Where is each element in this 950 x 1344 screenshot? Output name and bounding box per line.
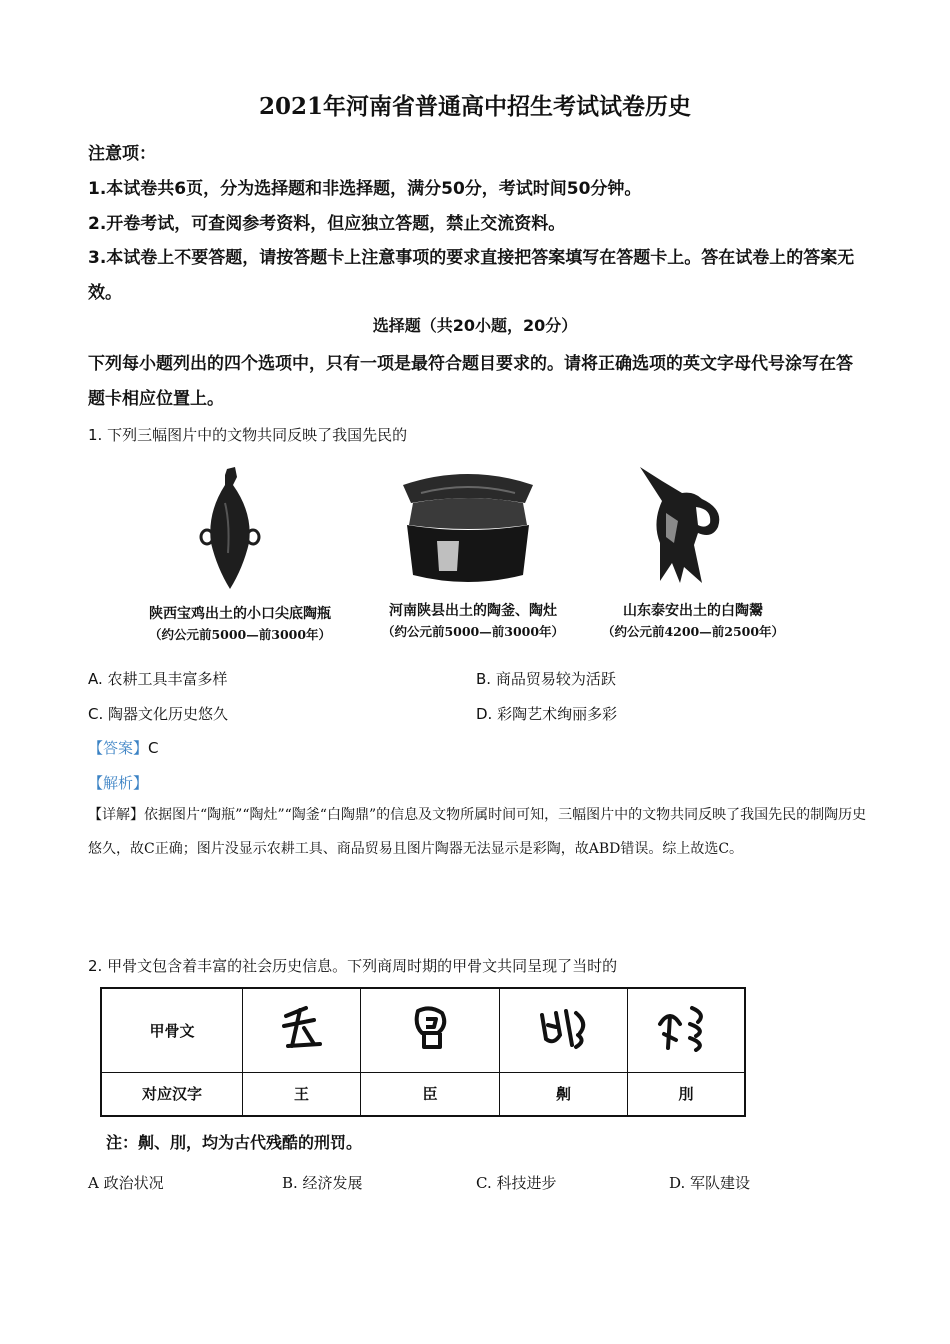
oracle-yi-icon: [536, 1005, 592, 1051]
q2-table-note: 注：劓、刖，均为古代残酷的刑罚。: [106, 1133, 363, 1152]
question-2-stem: 2. 甲骨文包含着丰富的社会历史信息。下列商周时期的甲骨文共同呈现了当时的: [88, 957, 618, 975]
figure-2-caption: [358, 600, 588, 640]
q2-option-d[interactable]: D. 军队建设: [669, 1174, 751, 1192]
hanzi-yi: 劓: [500, 1072, 628, 1116]
question-1-stem: 1. 下列三幅图片中的文物共同反映了我国先民的: [88, 426, 408, 444]
page-title: 2021年河南省普通高中招生考试试卷历史: [258, 93, 691, 120]
hanzi-yue: 刖: [628, 1072, 746, 1116]
figure-2-date: （约公元前5000—前3000年）: [381, 624, 565, 639]
figure-3-date: （约公元前4200—前2500年）: [601, 624, 785, 639]
notice-heading: 注意项：: [88, 144, 156, 164]
figure-1-date: （约公元前5000—前3000年）: [148, 627, 332, 642]
figure-3-caption: [588, 600, 798, 640]
hanzi-wang: 王: [243, 1072, 361, 1116]
section-heading: 选择题（共20小题，20分）: [372, 316, 578, 335]
q2-option-a[interactable]: A 政治状况: [88, 1174, 164, 1192]
q1-answer: [88, 737, 159, 758]
oracle-glyph-chen: [361, 988, 500, 1072]
q1-option-d[interactable]: D. 彩陶艺术绚丽多彩: [476, 705, 618, 723]
q1-option-c[interactable]: C. 陶器文化历史悠久: [88, 705, 229, 723]
q2-option-c[interactable]: C. 科技进步: [476, 1174, 557, 1192]
figure-3-title: 山东泰安出土的白陶鬶: [623, 603, 763, 619]
answer-value: C: [148, 739, 159, 757]
hanzi-chen: 臣: [361, 1072, 500, 1116]
q1-option-a[interactable]: A. 农耕工具丰富多样: [88, 670, 228, 688]
oracle-bone-table: [100, 987, 746, 1117]
notice-item-3: 3.本试卷上不要答题，请按答题卡上注意事项的要求直接把答案填写在答题卡上。答在试卷上的答案无效。: [88, 248, 855, 303]
analysis-label: 【解析】: [88, 774, 149, 792]
oracle-wang-icon: [280, 1004, 324, 1052]
q1-option-b[interactable]: B. 商品贸易较为活跃: [476, 670, 616, 688]
section-instruction: 下列每小题列出的四个选项中，只有一项是最符合题目要求的。请将正确选项的英文字母代号涂写在答题卡相应位置上。: [88, 354, 853, 409]
figure-1-title: 陕西宝鸡出土的小口尖底陶瓶: [149, 606, 331, 622]
q1-detail: 【详解】依据图片“陶瓶”“陶灶”“陶釜“白陶鼎”的信息及文物所属时间可知，三幅图片中的文物共同反映了我国先民的制陶历史悠久，故C正确；图片没显示农耕工具、商品贸易且图片陶器无法显示是彩陶，故ABD错误。综上故选C。: [88, 807, 867, 857]
oracle-chen-icon: [408, 1003, 452, 1053]
white-pottery-gui-image: [632, 463, 727, 588]
notice-item-2: 2.开卷考试，可查阅参考资料，但应独立答题，禁止交流资料。: [88, 214, 566, 234]
pottery-cauldron-stove-image: [393, 463, 543, 593]
notice-item-1: 1.本试卷共6页，分为选择题和非选择题，满分50分，考试时间50分钟。: [88, 179, 642, 199]
row-label-hanzi: 对应汉字: [101, 1072, 243, 1116]
pottery-bottle-image: [195, 463, 265, 593]
figure-1-caption: [120, 603, 360, 643]
oracle-glyph-wang: [243, 988, 361, 1072]
oracle-glyph-yue: [628, 988, 746, 1072]
row-label-oracle: 甲骨文: [101, 988, 243, 1072]
oracle-yue-icon: [656, 1004, 716, 1052]
figure-2-title: 河南陕县出土的陶釜、陶灶: [389, 603, 557, 619]
answer-label: 【答案】: [88, 739, 149, 757]
q2-option-b[interactable]: B. 经济发展: [282, 1174, 363, 1192]
oracle-glyph-yi: [500, 988, 628, 1072]
